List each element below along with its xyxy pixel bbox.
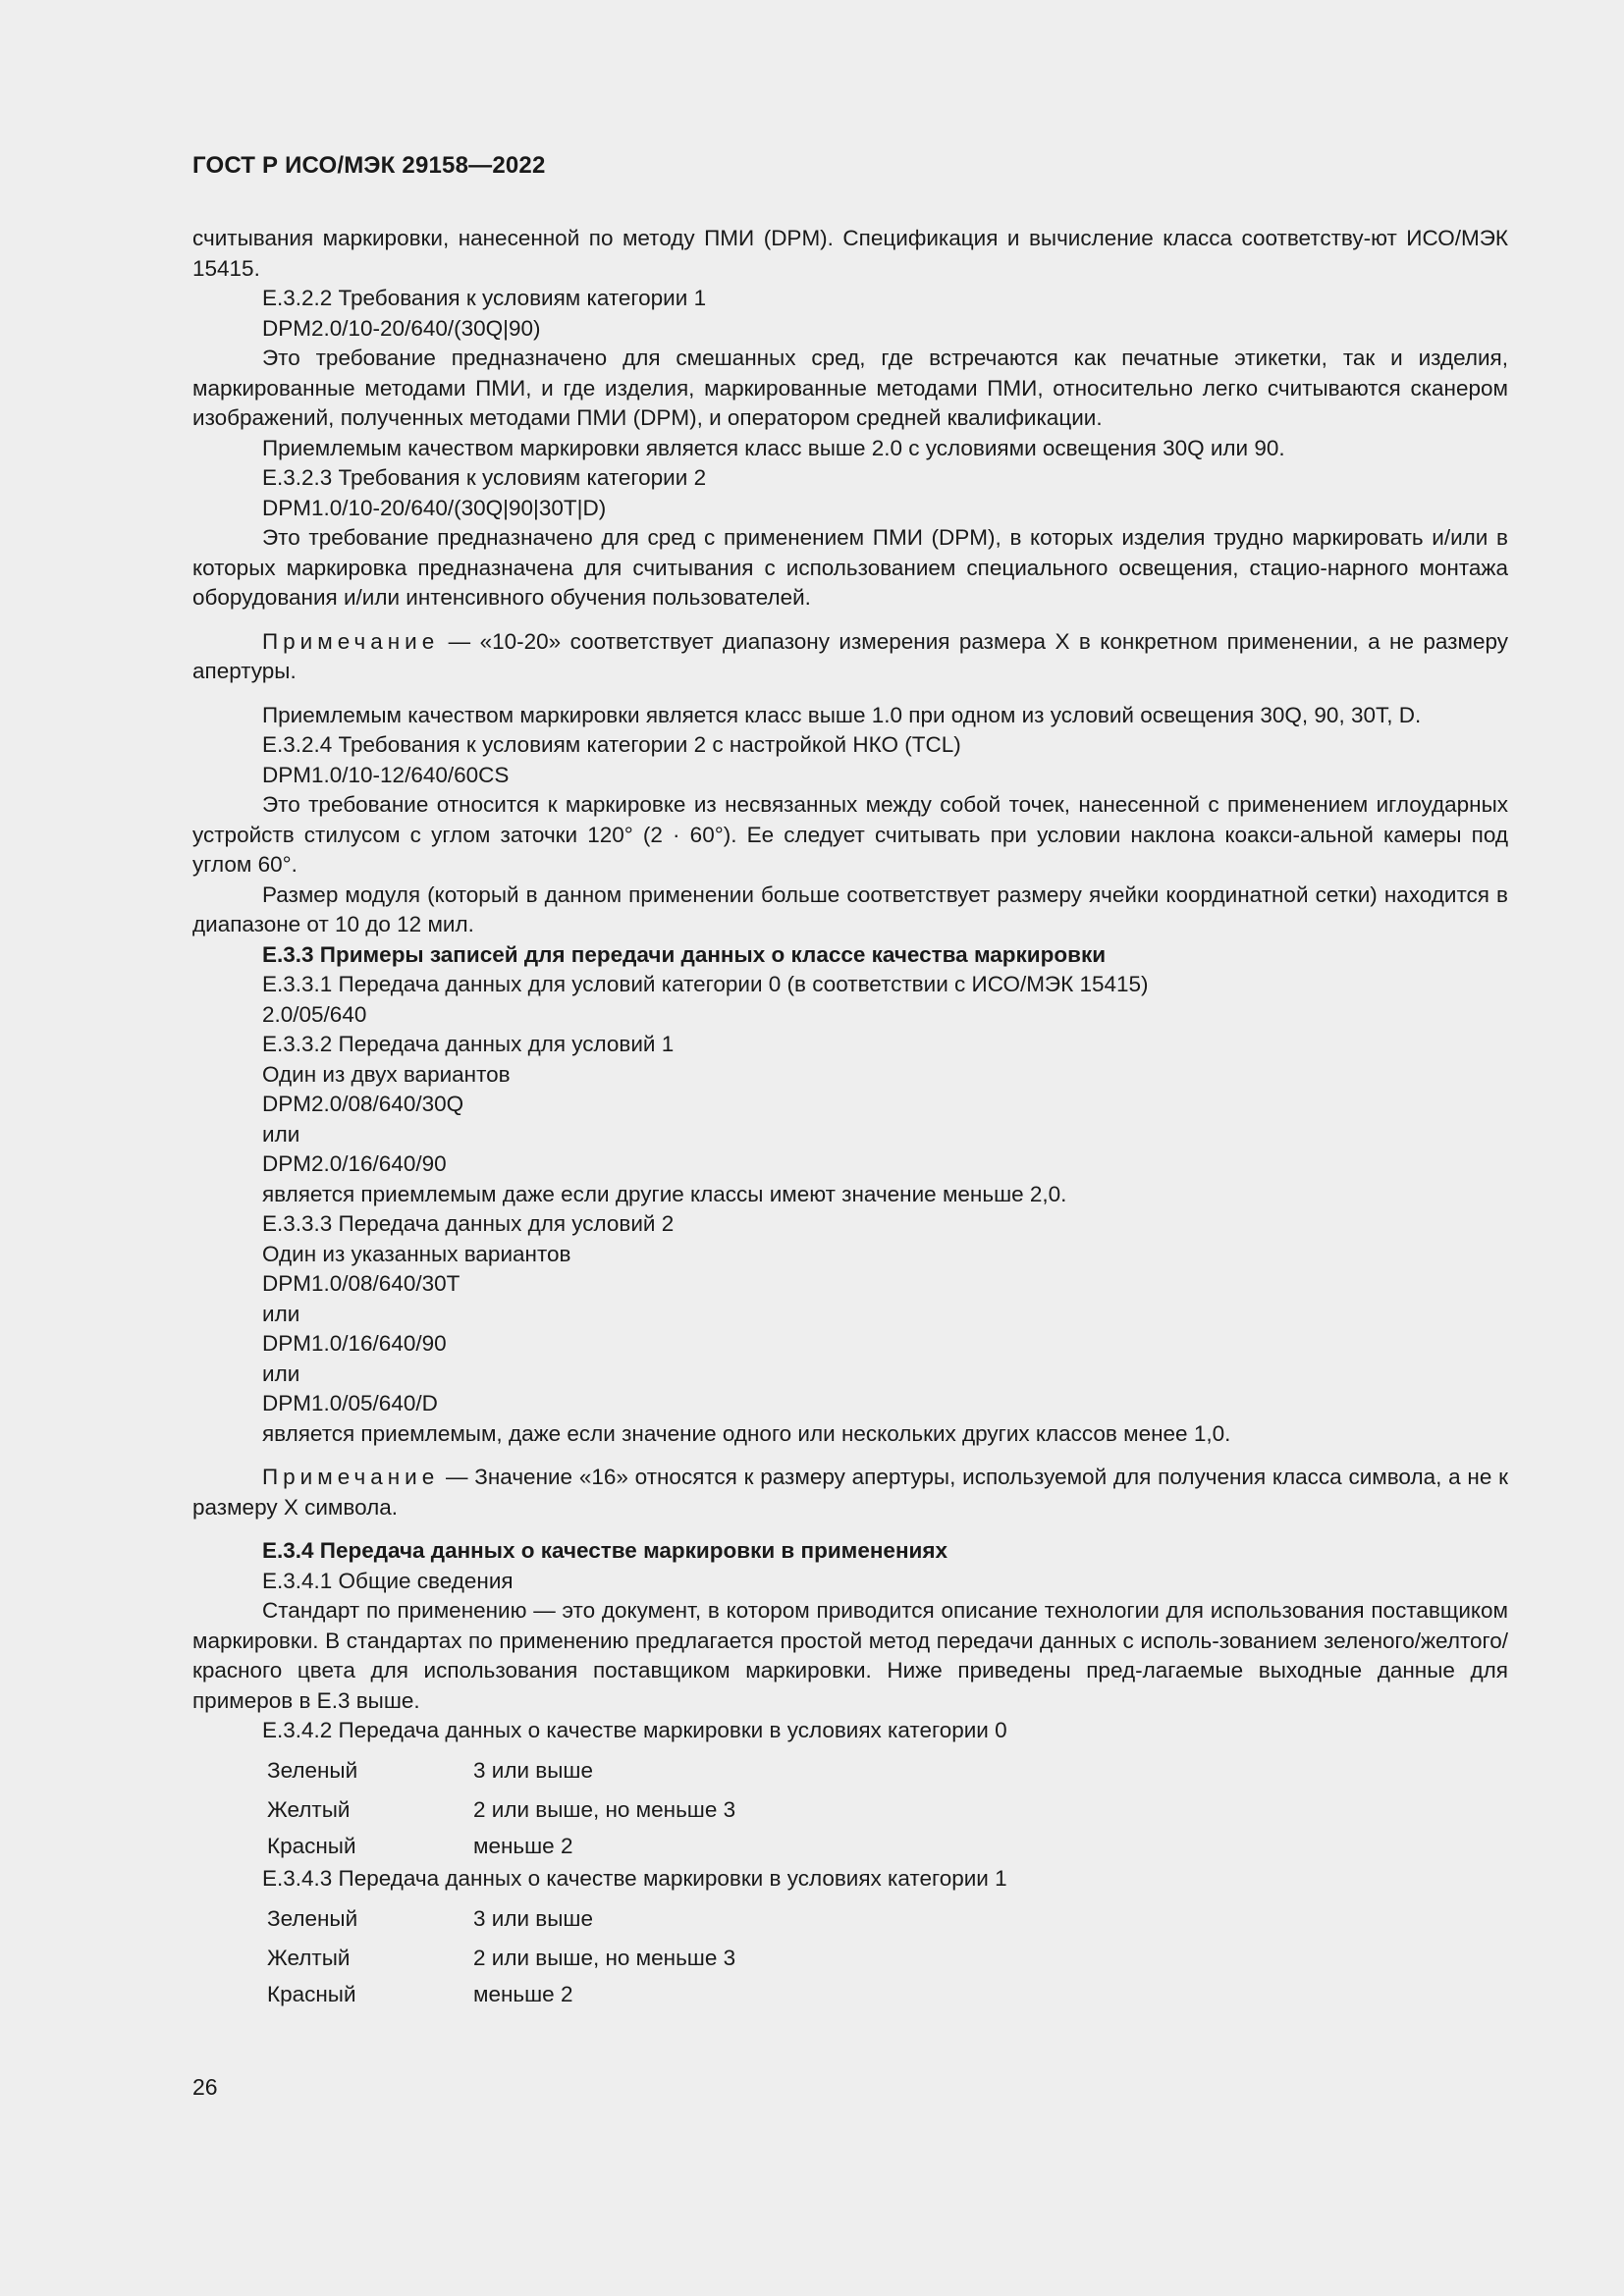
text-line: Е.3.3.1 Передача данных для условий категории 0 (в соответствии с ИСО/МЭК 15415) [262, 972, 1149, 996]
table-row [267, 1939, 1508, 1978]
document-body [192, 224, 1508, 2011]
color-cell: Желтый [267, 1945, 351, 1970]
text-line: или [262, 1121, 300, 1147]
grade-cell: меньше 2 [473, 1834, 573, 1859]
paragraph: считывания маркировки, нанесенной по методу ПМИ (DPM). Спецификация и вычисление класса соответству-ют ИСО/МЭК 15415. [192, 226, 1508, 281]
text-line: Е.3.2.3 Требования к условиям категории 2 [262, 465, 707, 490]
table-row [267, 1899, 1508, 1939]
color-cell: Красный [267, 1981, 356, 2006]
quality-color-table [267, 1899, 1508, 2011]
text-line: Один из указанных вариантов [262, 1241, 571, 1266]
text-line: Е.3.4.2 Передача данных о качестве маркировки в условиях категории 0 [262, 1718, 1007, 1742]
text-line: Е.3.4.1 Общие сведения [262, 1568, 514, 1593]
text-line: является приемлемым, даже если значение одного или нескольких других классов менее 1,0. [262, 1420, 1231, 1446]
text-line: DPM1.0/10-20/640/(30Q|90|30T|D) [262, 495, 607, 520]
text-line: 2.0/05/640 [262, 1001, 367, 1027]
text-line: DPM1.0/08/640/30T [262, 1271, 460, 1296]
paragraph: Размер модуля (который в данном применении больше соответствует размеру ячейки координатной сетки) находится в диапазоне от 10 до 12 мил. [192, 881, 1508, 936]
paragraph: Это требование предназначено для сред с применением ПМИ (DPM), в которых изделия трудно маркировать и/или в которых маркировка предназначена для считывания с использованием специального освещения, стацио-нарного монтажа оборудования и/или интенсивного обучения пользователей. [192, 525, 1508, 610]
quality-color-table [267, 1752, 1508, 1864]
paragraph: Это требование предназначено для смешанных сред, где встречаются как печатные этикетки, так и изделия, маркированные методами ПМИ, и где изделия, маркированные методами ПМИ, относительно легко считываются сканером изображений, полученных методами ПМИ (DPM), и оператором средней квалификации. [192, 346, 1508, 430]
text-line: Е.3.4.3 Передача данных о качестве маркировки в условиях категории 1 [262, 1865, 1007, 1891]
text-line: DPM1.0/16/640/90 [262, 1331, 447, 1356]
grade-cell: 3 или выше [473, 1905, 593, 1931]
color-cell: Красный [267, 1834, 356, 1859]
text-line: Приемлемым качеством маркировки является класс выше 1.0 при одном из условий освещения 30Q, 90, 30T, D. [262, 702, 1422, 727]
section-heading: Е.3.4 Передача данных о качестве маркировки в применениях [262, 1538, 948, 1563]
text-line: DPM2.0/08/640/30Q [262, 1092, 464, 1116]
text-line: DPM2.0/10-20/640/(30Q|90) [262, 315, 541, 341]
text-line: Приемлемым качеством маркировки является класс выше 2.0 с условиями освещения 30Q или 90. [262, 435, 1285, 460]
text-line: DPM1.0/10-12/640/60CS [262, 762, 510, 787]
text-line: DPM1.0/05/640/D [262, 1391, 438, 1415]
note-label: Примечание [262, 628, 440, 654]
grade-cell: 3 или выше [473, 1758, 593, 1784]
text-line: Е.3.3.2 Передача данных для условий 1 [262, 1032, 675, 1056]
color-cell: Зеленый [267, 1758, 358, 1784]
page-number: 26 [192, 2074, 218, 2100]
text-line: Один из двух вариантов [262, 1061, 511, 1087]
table-row [267, 1831, 1508, 1864]
text-line: или [262, 1361, 300, 1386]
grade-cell: меньше 2 [473, 1981, 573, 2006]
paragraph: Стандарт по применению — это документ, в котором приводится описание технологии для использования поставщиком маркировки. В стандартах по применению предлагается простой метод передачи данных с исполь-зованием зеленого/желтого/красного цвета для использования поставщиком маркировки. Ниже приведены пред-лагаемые выходные данные для примеров в Е.3 выше. [192, 1598, 1508, 1713]
text-line: Е.3.2.4 Требования к условиям категории 2 с настройкой НКО (TCL) [262, 732, 961, 757]
text-line: Е.3.2.2 Требования к условиям категории 1 [262, 286, 707, 310]
note [192, 1463, 1508, 1522]
text-line: является приемлемым даже если другие классы имеют значение меньше 2,0. [262, 1181, 1067, 1206]
text-line: Е.3.3.3 Передача данных для условий 2 [262, 1211, 675, 1236]
text-line: DPM2.0/16/640/90 [262, 1151, 447, 1176]
grade-cell: 2 или выше, но меньше 3 [473, 1797, 736, 1823]
table-row [267, 1978, 1508, 2011]
note-label: Примечание [262, 1465, 440, 1489]
color-cell: Зеленый [267, 1905, 358, 1931]
note-text: — «10-20» соответствует диапазону измерения размера X в конкретном применении, а не размеру апертуры. [192, 628, 1508, 683]
note-text: — Значение «16» относятся к размеру апертуры, используемой для получения класса символа, а не к размеру X символа. [192, 1465, 1508, 1520]
table-row [267, 1791, 1508, 1831]
grade-cell: 2 или выше, но меньше 3 [473, 1945, 736, 1970]
paragraph: Это требование относится к маркировке из несвязанных между собой точек, нанесенной с применением иглоударных устройств стилусом с углом заточки 120° (2 · 60°). Ее следует считывать при условии наклона коакси-альной камеры под углом 60°. [192, 792, 1508, 877]
color-cell: Желтый [267, 1797, 351, 1823]
text-line: или [262, 1301, 300, 1326]
note [192, 627, 1508, 687]
document-header: ГОСТ Р ИСО/МЭК 29158—2022 [192, 152, 546, 179]
table-row [267, 1752, 1508, 1791]
section-heading: Е.3.3 Примеры записей для передачи данных о классе качества маркировки [262, 941, 1107, 967]
